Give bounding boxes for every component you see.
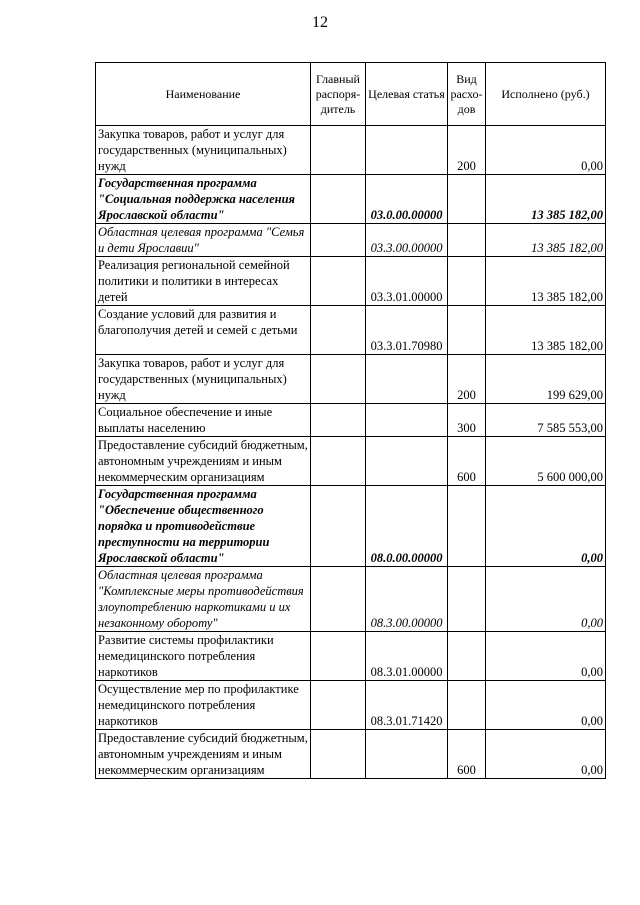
cell-article: [366, 126, 448, 175]
cell-amount: 7 585 553,00: [486, 404, 606, 437]
cell-article: [366, 730, 448, 779]
header-article: Целевая статья: [366, 63, 448, 126]
cell-kind: [448, 632, 486, 681]
program-row: [96, 486, 606, 567]
cell-administrator: [311, 567, 366, 632]
cell-article: 08.3.00.00000: [366, 567, 448, 632]
table-row: [96, 681, 606, 730]
cell-name: Государственная программа "Обеспечение общественного порядка и противодействие преступности на территории Ярославской области": [96, 486, 311, 567]
cell-kind: 600: [448, 437, 486, 486]
cell-kind: [448, 175, 486, 224]
cell-administrator: [311, 730, 366, 779]
cell-administrator: [311, 437, 366, 486]
cell-amount: 13 385 182,00: [486, 224, 606, 257]
cell-kind: 600: [448, 730, 486, 779]
budget-table: [95, 62, 606, 779]
header-amount: Исполнено (руб.): [486, 63, 606, 126]
cell-name: Предоставление субсидий бюджетным, автономным учреждениям и иным некоммерческим организациям: [96, 437, 311, 486]
cell-kind: 300: [448, 404, 486, 437]
table-row: [96, 437, 606, 486]
cell-kind: [448, 306, 486, 355]
cell-kind: [448, 257, 486, 306]
cell-amount: 5 600 000,00: [486, 437, 606, 486]
cell-administrator: [311, 632, 366, 681]
table-row: [96, 632, 606, 681]
cell-article: [366, 437, 448, 486]
table-row: [96, 257, 606, 306]
header-row: [96, 63, 606, 126]
table-row: [96, 730, 606, 779]
cell-administrator: [311, 681, 366, 730]
cell-administrator: [311, 404, 366, 437]
cell-administrator: [311, 257, 366, 306]
cell-kind: [448, 681, 486, 730]
cell-article: 08.0.00.00000: [366, 486, 448, 567]
cell-kind: [448, 486, 486, 567]
cell-amount: 13 385 182,00: [486, 257, 606, 306]
cell-name: Осуществление мер по профилактике немедицинского потребления наркотиков: [96, 681, 311, 730]
cell-amount: 0,00: [486, 681, 606, 730]
table-row: [96, 126, 606, 175]
cell-name: Областная целевая программа "Семья и дети Ярославии": [96, 224, 311, 257]
header-name: Наименование: [96, 63, 311, 126]
cell-amount: 0,00: [486, 486, 606, 567]
cell-administrator: [311, 126, 366, 175]
cell-kind: [448, 224, 486, 257]
cell-name: Государственная программа "Социальная поддержка населения Ярославской области": [96, 175, 311, 224]
cell-kind: 200: [448, 126, 486, 175]
header-kind: Вид расхо-дов: [448, 63, 486, 126]
cell-article: 08.3.01.71420: [366, 681, 448, 730]
cell-name: Создание условий для развития и благополучия детей и семей с детьми: [96, 306, 311, 355]
cell-article: [366, 404, 448, 437]
cell-amount: 13 385 182,00: [486, 175, 606, 224]
program-row: [96, 175, 606, 224]
table-row: [96, 404, 606, 437]
cell-article: 03.3.00.00000: [366, 224, 448, 257]
cell-article: [366, 355, 448, 404]
cell-name: Реализация региональной семейной политики и политики в интересах детей: [96, 257, 311, 306]
cell-administrator: [311, 175, 366, 224]
cell-amount: 0,00: [486, 567, 606, 632]
cell-article: 08.3.01.00000: [366, 632, 448, 681]
cell-administrator: [311, 355, 366, 404]
cell-administrator: [311, 224, 366, 257]
cell-amount: 199 629,00: [486, 355, 606, 404]
cell-administrator: [311, 486, 366, 567]
table-row: [96, 306, 606, 355]
subprogram-row: [96, 224, 606, 257]
cell-kind: 200: [448, 355, 486, 404]
cell-amount: 0,00: [486, 632, 606, 681]
cell-kind: [448, 567, 486, 632]
cell-name: Областная целевая программа "Комплексные меры противодействия злоупотреблению наркотиками и их незаконному обороту": [96, 567, 311, 632]
cell-name: Предоставление субсидий бюджетным, автономным учреждениям и иным некоммерческим организациям: [96, 730, 311, 779]
cell-article: 03.3.01.00000: [366, 257, 448, 306]
cell-name: Закупка товаров, работ и услуг для государственных (муниципальных) нужд: [96, 126, 311, 175]
cell-amount: 0,00: [486, 126, 606, 175]
subprogram-row: [96, 567, 606, 632]
cell-article: 03.3.01.70980: [366, 306, 448, 355]
cell-name: Социальное обеспечение и иные выплаты населению: [96, 404, 311, 437]
cell-name: Закупка товаров, работ и услуг для государственных (муниципальных) нужд: [96, 355, 311, 404]
cell-article: 03.0.00.00000: [366, 175, 448, 224]
cell-amount: 13 385 182,00: [486, 306, 606, 355]
cell-name: Развитие системы профилактики немедицинского потребления наркотиков: [96, 632, 311, 681]
table-row: [96, 355, 606, 404]
cell-administrator: [311, 306, 366, 355]
header-administrator: Главный распоря-дитель: [311, 63, 366, 126]
cell-amount: 0,00: [486, 730, 606, 779]
page-number: 12: [312, 14, 328, 31]
